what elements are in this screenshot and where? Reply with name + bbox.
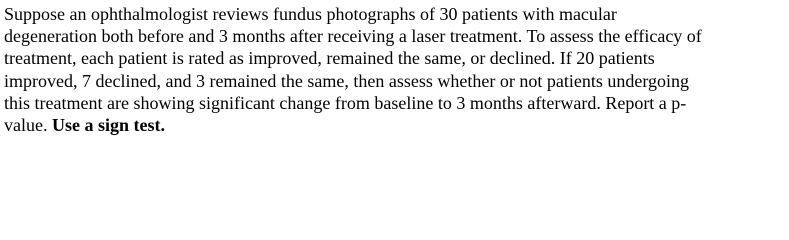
problem-line-6-text: value.: [4, 115, 52, 136]
problem-line-4: improved, 7 declined, and 3 remained the same, then assess whether or not patients undergoing: [4, 70, 689, 91]
problem-line-1: Suppose an ophthalmologist reviews fundus photographs of 30 patients with macular: [4, 4, 617, 24]
problem-line-2: degeneration both before and 3 months after receiving a laser treatment. To assess the efficacy of: [4, 26, 702, 47]
problem-line-6: [4, 114, 785, 136]
problem-line-5: this treatment are showing significant change from baseline to 3 months afterward. Report a p-: [4, 92, 687, 113]
problem-line-3: treatment, each patient is rated as improved, remained the same, or declined. If 20 patients: [4, 48, 655, 69]
problem-statement: [4, 3, 785, 136]
sign-test-instruction: Use a sign test.: [51, 115, 165, 136]
